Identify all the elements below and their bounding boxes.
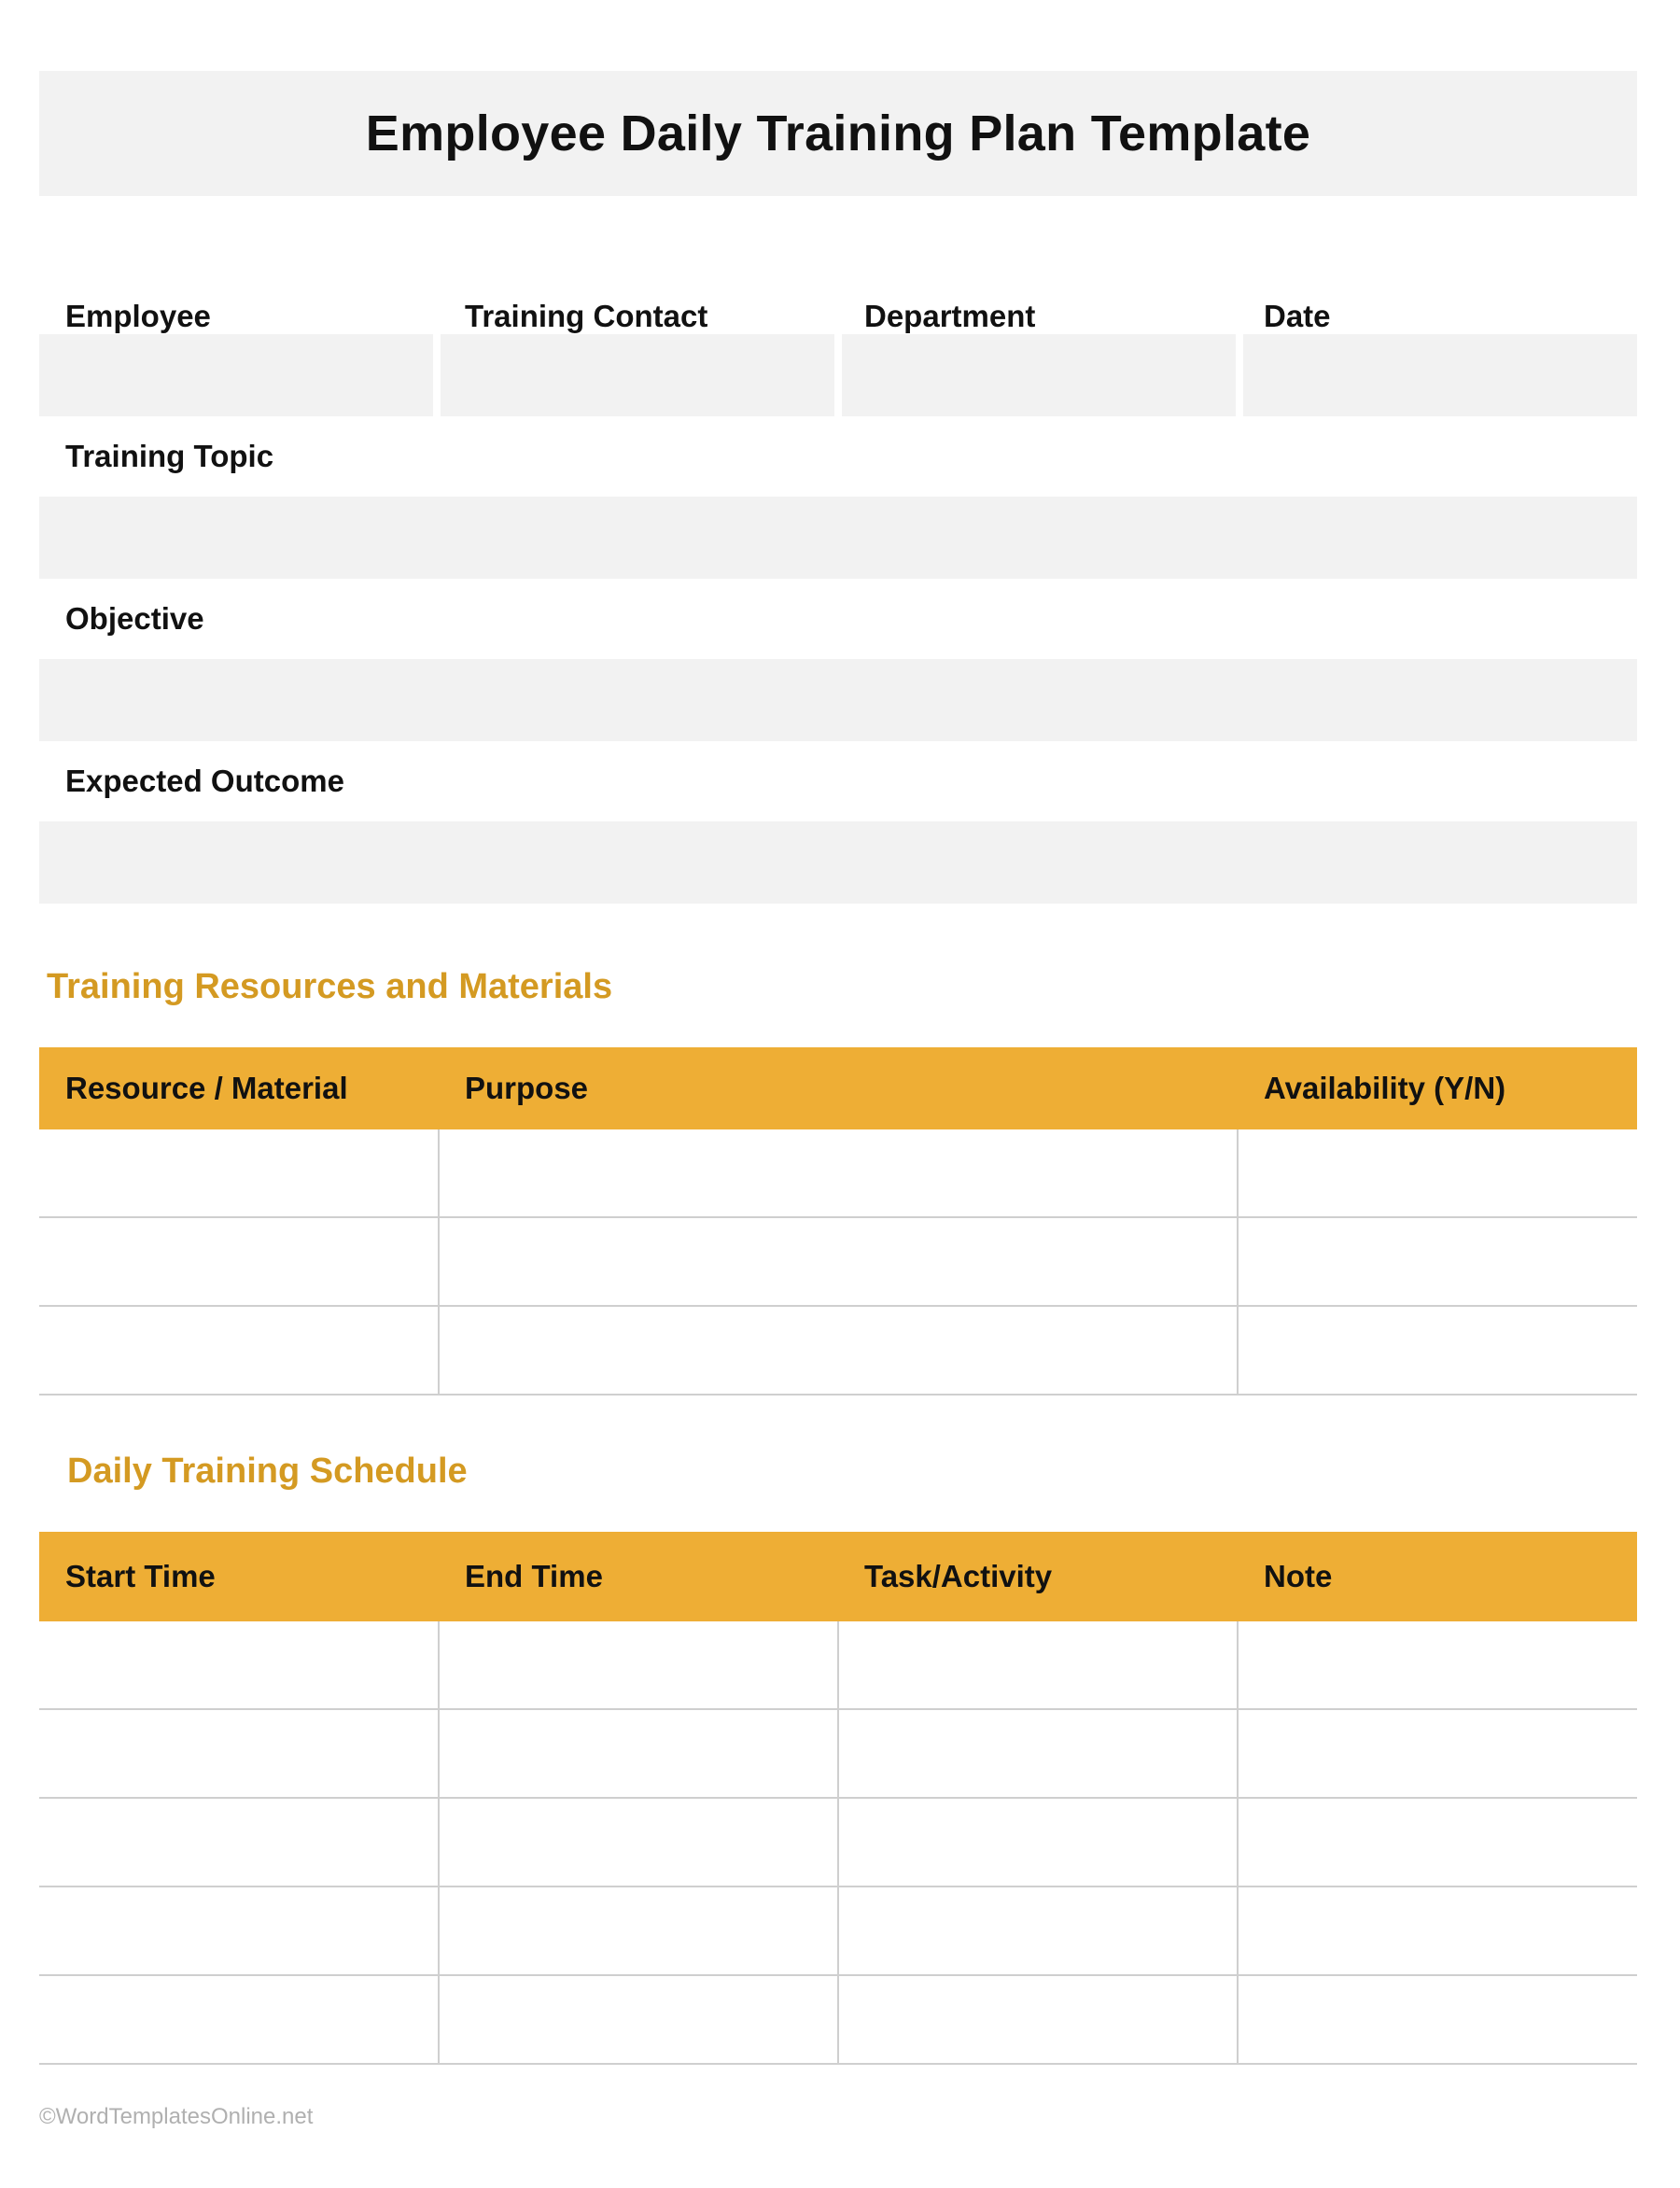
availability-header: Availability (Y/N) xyxy=(1238,1047,1637,1129)
table-row xyxy=(39,1709,1637,1798)
department-field[interactable] xyxy=(842,334,1236,416)
task-activity-cell[interactable] xyxy=(838,1975,1238,2064)
start-time-cell[interactable] xyxy=(39,1975,439,2064)
start-time-header: Start Time xyxy=(39,1532,439,1621)
employee-field[interactable] xyxy=(39,334,433,416)
note-header: Note xyxy=(1238,1532,1637,1621)
end-time-cell[interactable] xyxy=(439,1798,838,1886)
resource-material-header: Resource / Material xyxy=(39,1047,439,1129)
copyright-footer: ©WordTemplatesOnline.net xyxy=(39,2104,314,2129)
purpose-cell[interactable] xyxy=(439,1306,1238,1395)
purpose-cell[interactable] xyxy=(439,1129,1238,1217)
page-title: Employee Daily Training Plan Template xyxy=(365,105,1311,161)
table-row xyxy=(39,1886,1637,1975)
availability-cell[interactable] xyxy=(1238,1129,1637,1217)
header-field-inputs xyxy=(39,334,1637,416)
schedule-section-title: Daily Training Schedule xyxy=(67,1452,468,1491)
end-time-cell[interactable] xyxy=(439,1886,838,1975)
start-time-cell[interactable] xyxy=(39,1709,439,1798)
date-label: Date xyxy=(1264,299,1331,333)
resources-header-row xyxy=(39,1047,1637,1129)
employee-label: Employee xyxy=(65,299,211,333)
objective-label: Objective xyxy=(65,601,204,636)
department-label: Department xyxy=(864,299,1036,333)
training-topic-label: Training Topic xyxy=(65,439,274,473)
resource-cell[interactable] xyxy=(39,1306,439,1395)
purpose-cell[interactable] xyxy=(439,1217,1238,1306)
objective-field[interactable] xyxy=(39,659,1637,741)
training-contact-field[interactable] xyxy=(441,334,834,416)
availability-cell[interactable] xyxy=(1238,1217,1637,1306)
resource-cell[interactable] xyxy=(39,1129,439,1217)
expected-outcome-field[interactable] xyxy=(39,821,1637,904)
table-row xyxy=(39,1798,1637,1886)
end-time-cell[interactable] xyxy=(439,1975,838,2064)
table-row xyxy=(39,1975,1637,2064)
schedule-table xyxy=(39,1532,1637,2065)
table-row xyxy=(39,1621,1637,1709)
task-activity-cell[interactable] xyxy=(838,1798,1238,1886)
training-contact-label: Training Contact xyxy=(465,299,708,333)
table-row xyxy=(39,1306,1637,1395)
start-time-cell[interactable] xyxy=(39,1886,439,1975)
start-time-cell[interactable] xyxy=(39,1621,439,1709)
availability-cell[interactable] xyxy=(1238,1306,1637,1395)
resource-cell[interactable] xyxy=(39,1217,439,1306)
task-activity-cell[interactable] xyxy=(838,1709,1238,1798)
date-field[interactable] xyxy=(1243,334,1637,416)
table-row xyxy=(39,1129,1637,1217)
table-row xyxy=(39,1217,1637,1306)
purpose-header: Purpose xyxy=(439,1047,1238,1129)
training-topic-field[interactable] xyxy=(39,497,1637,579)
note-cell[interactable] xyxy=(1238,1709,1637,1798)
task-activity-header: Task/Activity xyxy=(838,1532,1238,1621)
end-time-cell[interactable] xyxy=(439,1709,838,1798)
schedule-header-row xyxy=(39,1532,1637,1621)
title-bar xyxy=(39,71,1637,196)
note-cell[interactable] xyxy=(1238,1798,1637,1886)
note-cell[interactable] xyxy=(1238,1975,1637,2064)
resources-section-title: Training Resources and Materials xyxy=(47,967,613,1006)
end-time-header: End Time xyxy=(439,1532,838,1621)
training-plan-form xyxy=(39,71,1637,2065)
note-cell[interactable] xyxy=(1238,1621,1637,1709)
expected-outcome-label: Expected Outcome xyxy=(65,764,344,798)
task-activity-cell[interactable] xyxy=(838,1621,1238,1709)
header-field-labels xyxy=(39,282,1637,334)
start-time-cell[interactable] xyxy=(39,1798,439,1886)
task-activity-cell[interactable] xyxy=(838,1886,1238,1975)
end-time-cell[interactable] xyxy=(439,1621,838,1709)
note-cell[interactable] xyxy=(1238,1886,1637,1975)
resources-table xyxy=(39,1047,1637,1396)
